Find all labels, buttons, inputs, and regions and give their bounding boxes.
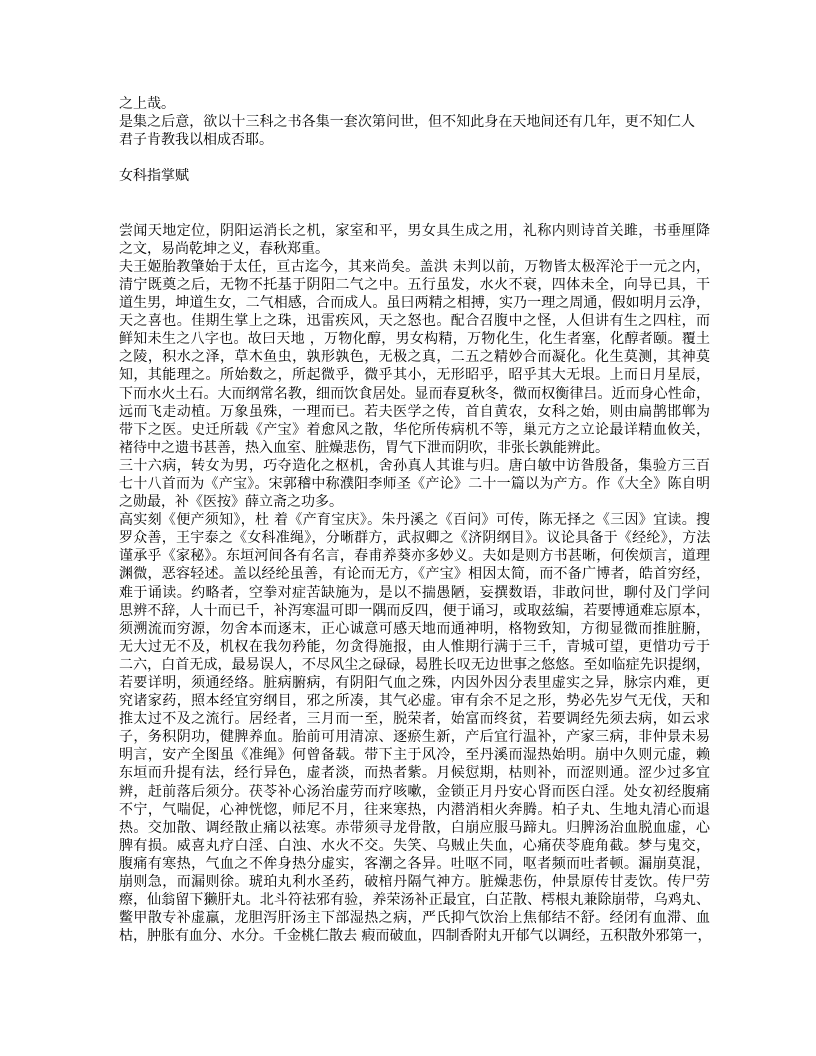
text-line: 之文，易尚乾坤之义，春秋郑重。 <box>119 240 329 257</box>
text-line: 若要详明，须通经络。脏病腑病，有阴阳气血之殊，内因外因分表里虚实之异，脉宗内难，更 <box>119 675 710 691</box>
text-line: 君子肯教我以相成否耶。 <box>119 132 273 149</box>
text-line: 难于诵读。约略者，空拳对症苦缺施为，是以不揣愚陋，妄撰数语，非敢问世，聊付及门学问 <box>119 584 710 601</box>
blank-lines <box>119 185 710 221</box>
text-line: 带下之医。史迁所载《产宝》着愈风之散，华佗所传病机不等，巢元方之立论最详精血攸关， <box>119 421 710 438</box>
text-line: 三十六病，转女为男，巧夺造化之枢机，舍孙真人其谁与归。唐白敏中访昝殷备，集验方三百 <box>119 457 710 474</box>
text-line: 天之喜也。佳期生掌上之珠，迅雷疾风，天之怒也。配合召腹中之怪，人但讲有生之四柱，而 <box>119 313 710 330</box>
text-line: 是集之后意，欲以十三科之书各集一套次第问世，但不知此身在天地间还有几年，更不知仁人 <box>119 114 695 131</box>
text-line: 之勋最，补《医按》薛立斋之功多。 <box>119 494 343 511</box>
text-line: 脾有损。威喜丸疗白淫、白浊、水火不交。失笑、乌贼止失血，心痛茯苓鹿角截。梦与鬼交， <box>119 837 710 854</box>
document-body <box>119 95 710 945</box>
text-line: 高实刻《便产须知》，杜 着《产育宝庆》。朱丹溪之《百问》可传，陈无择之《三因》宜读。搜 <box>119 512 710 529</box>
section-title: 女科指掌赋 <box>119 168 189 185</box>
text-line: 罗众善，王宇泰之《女科准绳》，分晰群方，武叔卿之《济阴纲目》。议论具备于《经纶》，方法 <box>119 530 710 547</box>
text-line: 推太过不及之流行。居经者，三月而一至，脱荣者，始富而终贫，若要调经先须去病，如云求 <box>119 711 710 728</box>
paragraph-1 <box>119 222 710 258</box>
text-line: 须溯流而穷源，勿舍本而逐末，正心诚意可感天地而通神明，格物致知，方彻显微而推脏腑， <box>119 620 710 637</box>
closing-paragraph <box>119 113 710 149</box>
text-line: 夫王姬胎教肇始于太任，亘古迄今，其来尚矣。盖洪 未判以前，万物皆太极浑沦于一元之内， <box>119 258 710 275</box>
text-line: 东垣而升提有法，经行异色，虚者淡，而热者紫。月候愆期，枯则补，而涩则通。涩少过多宜 <box>119 765 710 782</box>
paragraph-2 <box>119 258 710 457</box>
text-line: 清宁既奠之后，无物不托基于阴阳二气之中。五行虽发，水火不衰，四体未全，向导已具，干 <box>119 276 710 293</box>
text-line: 鳖甲散专补虚羸，龙胆泻肝汤主下部湿热之病，严氏抑气饮治上焦郁结不舒。经闭有血滞、血 <box>119 910 710 927</box>
text-line: 不宁，气喘促，心神恍惚，师尼不月，往来寒热，内潜消相火奔腾。柏子丸、生地丸清心而退 <box>119 801 710 818</box>
paragraph-4 <box>119 511 710 945</box>
paragraph-3 <box>119 457 710 511</box>
continuation-line: 之上哉。 <box>119 96 175 112</box>
text-line: 之陵，积水之泽，草木鱼虫，孰形孰色，无极之真，二五之精妙合而凝化。化生莫测，其神莫 <box>119 349 710 366</box>
preceding-text <box>119 95 710 149</box>
text-line: 道生男，坤道生女，二气相感，合而成人。虽曰两精之相搏，实乃一理之周通，假如明月云净， <box>119 295 710 312</box>
text-line: 子，务积阴功，健脾养血。胎前可用清凉、逐瘀生新，产后宜行温补，产家三病，非仲景未易 <box>119 729 710 746</box>
text-line: 尝闻天地定位，阴阳运消长之机，家室和平，男女具生成之用，礼称内则诗首关雎，书垂厘降 <box>119 222 710 239</box>
text-line: 瘵，仙翁留下獭肝丸。北斗符祛邪有验，养荣汤补正最宜，白芷散、樗根丸兼除崩带，乌鸡丸、 <box>119 892 710 909</box>
text-line: 远而飞走动植。万象虽殊，一理而已。若夫医学之传，首自黄农，女科之始，则由扁鹊邯郸为 <box>119 403 710 420</box>
text-line: 知，其能理之。所始数之，所起微乎，微乎其小，无形昭乎，昭乎其大无垠。上而日月星辰， <box>119 367 710 384</box>
text-line: 褚待中之遗书甚善，热入血室、脏燥悲伤，胃气下泄而阴吹，非张长孰能辨此。 <box>119 439 609 456</box>
text-line: 无大过无不及，机权在我勿矜能，勿贪得施报，由人惟期行满于三千，青城可望，更惜功亏于 <box>119 638 710 655</box>
text-line: 枯，肿胀有血分、水分。千金桃仁散去 瘕而破血，四制香附丸开郁气以调经，五积散外邪第一， <box>119 928 712 945</box>
text-line: 谨承乎《家秘》。东垣河间各有名言，春甫养葵亦多妙义。夫如是则方书甚晰，何俟烦言，道理 <box>119 548 710 565</box>
text-line: 渊微，恶容轻述。盖以经纶虽善，有论而无方，《产宝》相因太简，而不备广博者，皓首穷经， <box>119 566 710 583</box>
text-line: 鲜知未生之八字也。故曰天地 ，万物化醇，男女构精，万物化生，化生者塞，化醇者颐。覆土 <box>119 331 710 348</box>
text-line: 二六，白首无成，最易误人，不尽风尘之碌碌，曷胜长叹无边世事之悠悠。至如临症先识提纲， <box>119 656 710 673</box>
text-line: 下而水火土石。大而纲常名教，细而饮食居处。显而春夏秋冬，微而权衡律吕。近而身心性命， <box>119 385 710 402</box>
text-line: 辨，赶前落后须分。茯苓补心汤治虚劳而疗咳嗽，金锁正月丹安心肾而医白淫。处女初经腹痛 <box>119 783 710 800</box>
text-line: 热。交加散、调经散止痛以祛寒。赤带须寻龙骨散，白崩应服马蹄丸。归脾汤治血脱血虚，心 <box>119 819 710 836</box>
text-line: 思辨不辞，人十而已千，补泻寒温可即一隅而反四，便于诵习，或取兹编，若要博通难忘原本， <box>119 602 710 619</box>
text-line: 究诸家药，照本经宜穷纲目，邪之所凑，其气必虚。审有余不足之形，势必先岁气无伐，天和 <box>119 693 710 710</box>
text-line: 腹痛有寒热，气血之不侔身热分虚实，客潮之各异。吐呕不同，呕者频而吐者顿。漏崩莫混， <box>119 855 710 872</box>
text-line: 明言，安产全图虽《准绳》何曾备载。带下主于风冷，至丹溪而湿热始明。崩中久则元虚，赖 <box>119 747 710 764</box>
blank-line <box>119 149 710 167</box>
text-line: 崩则急，而漏则徐。琥珀丸利水圣药，破棺丹隔气神方。脏燥悲伤，仲景原传甘麦饮。传尸劳 <box>119 874 710 891</box>
text-line: 七十八首而为《产宝》。宋郭稽中称濮阳李师圣《产论》二十一篇以为产方。作《大全》陈自明 <box>119 475 710 492</box>
